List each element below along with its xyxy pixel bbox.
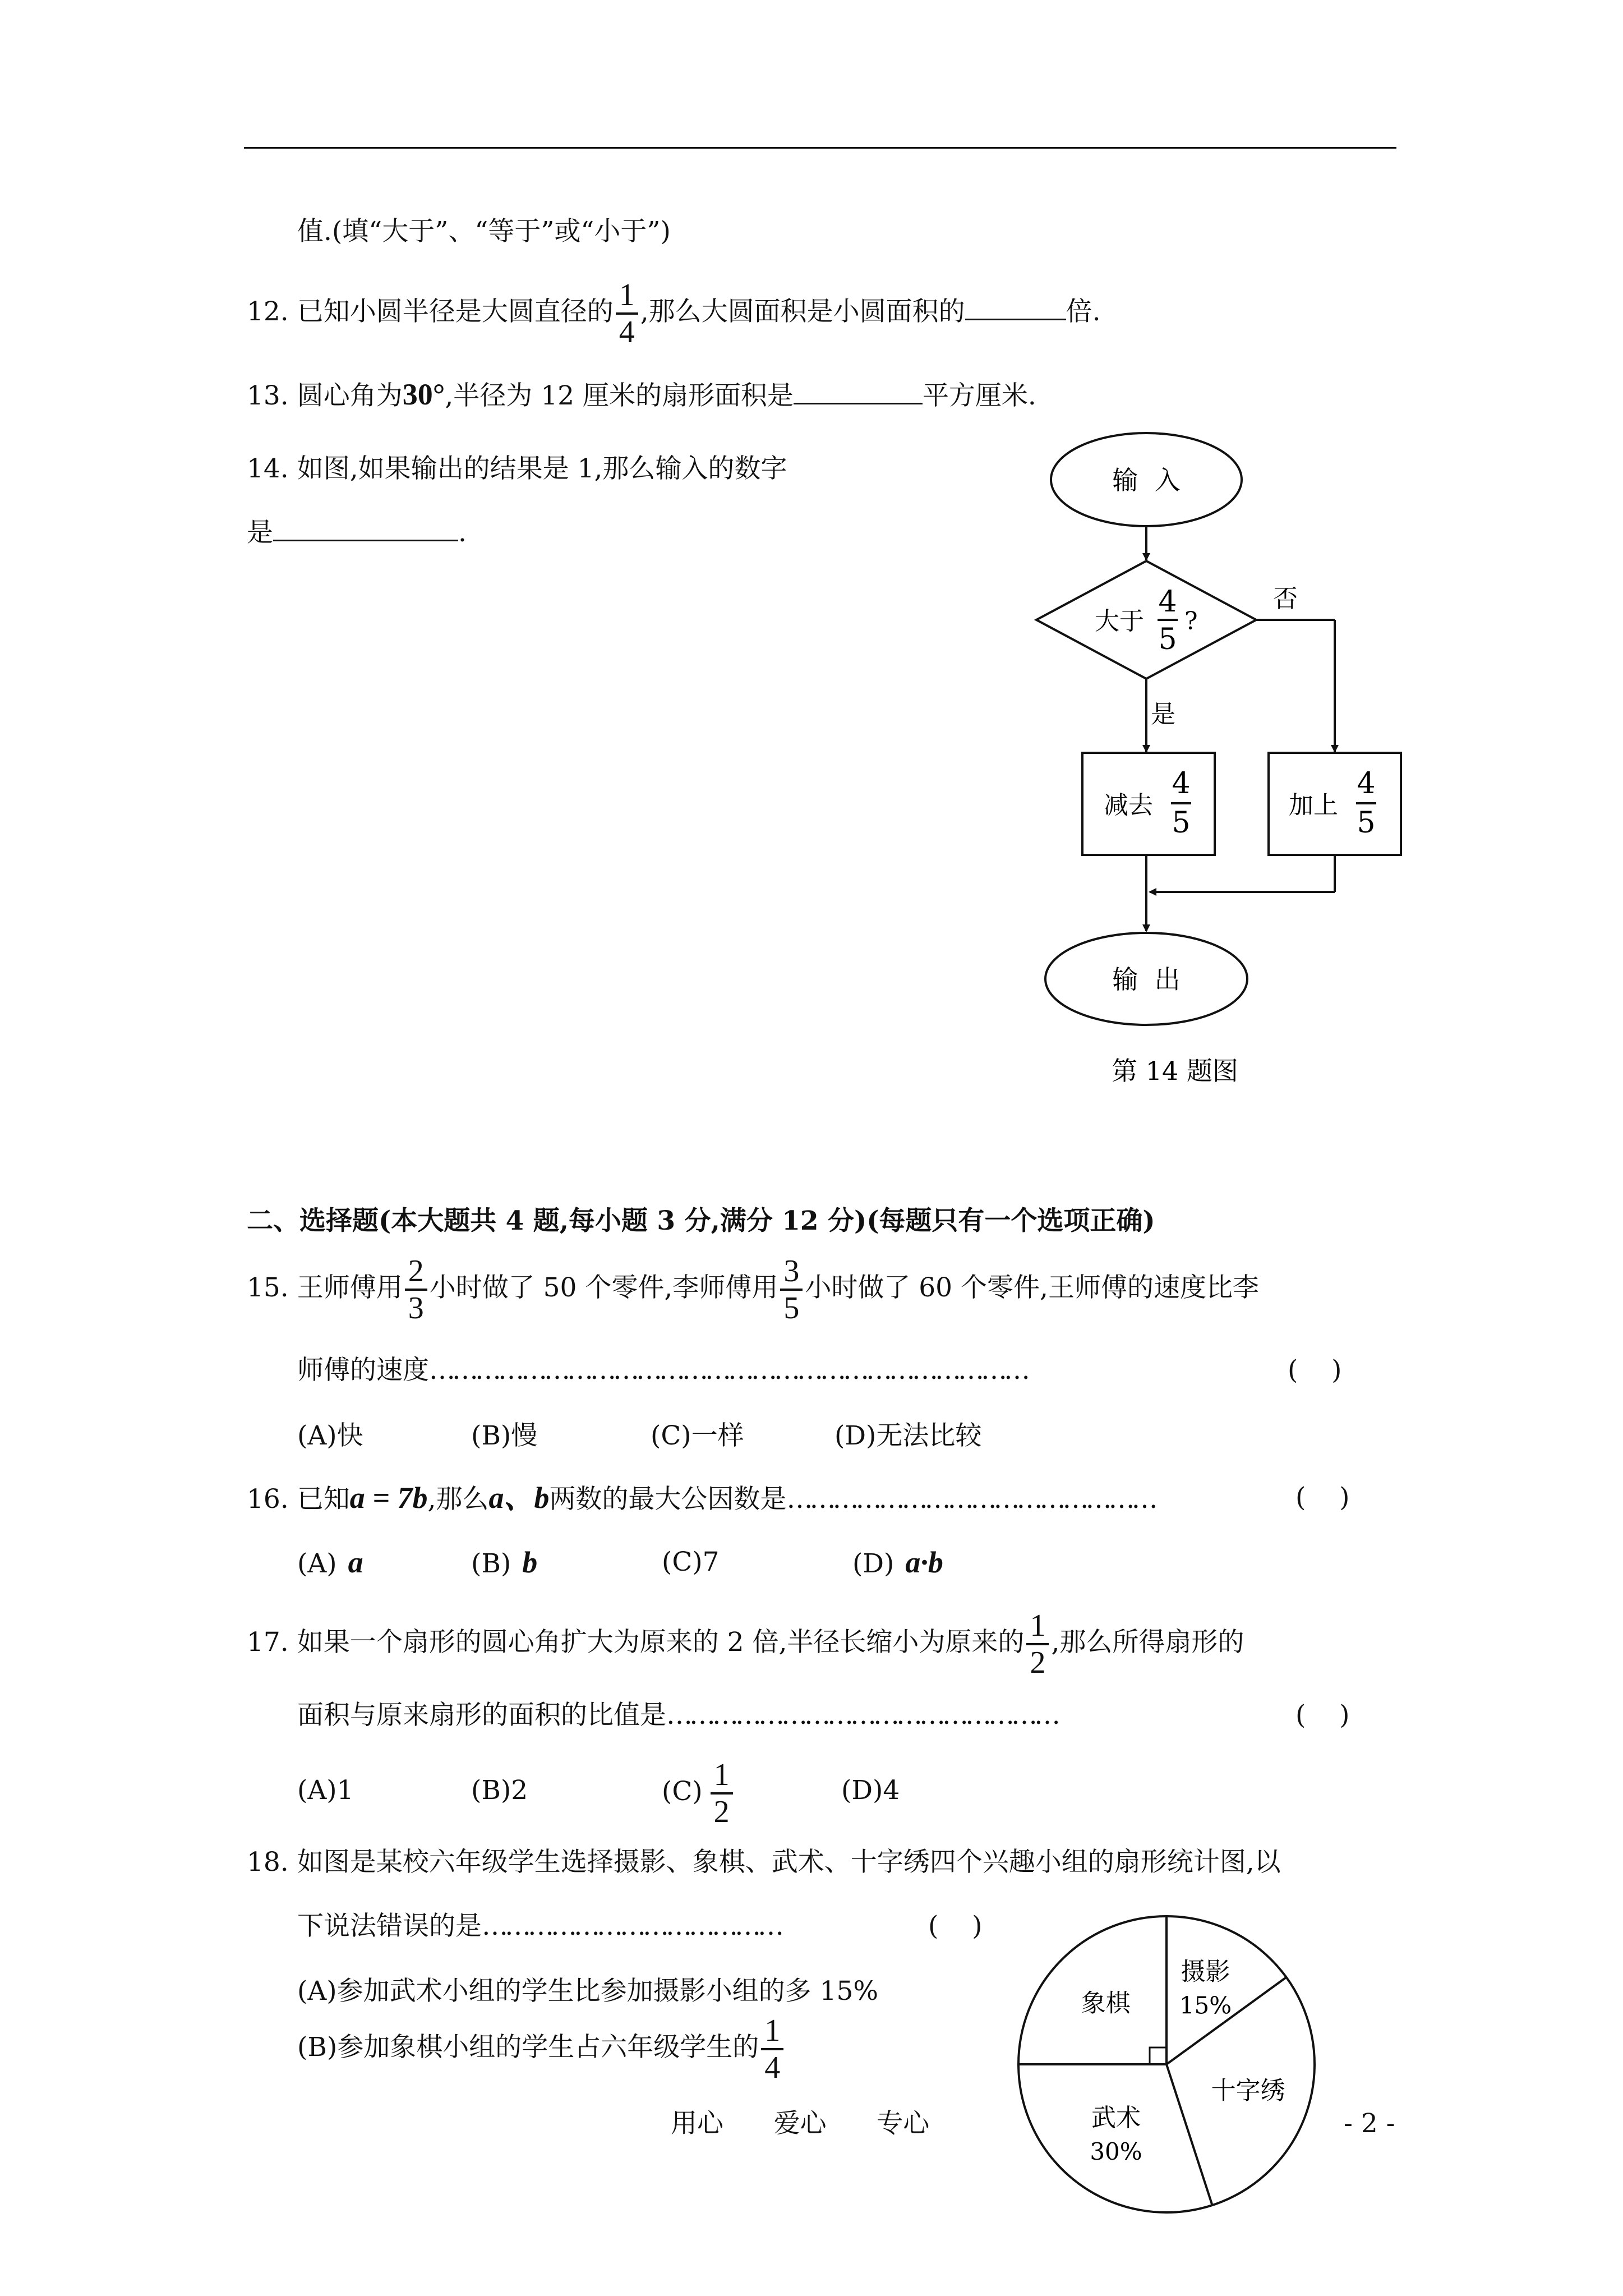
q13-number: 13. (247, 380, 289, 411)
pie-slice-label: 摄影 (1181, 1957, 1230, 1986)
question-17-line1: 17. 如果一个扇形的圆心角扩大为原来的 2 倍,半径长缩小为原来的 $\frac{1}{2}$ ,那么所得扇形的 (247, 1608, 1244, 1680)
svg-text:4: 4 (1357, 767, 1376, 800)
q18-paren: ( ) (928, 1911, 983, 1941)
page-number: - 2 - (1344, 2108, 1395, 2139)
question-17-line2: 面积与原来扇形的面积的比值是…………………………………………… (297, 1700, 1057, 1731)
q18-option-b[interactable]: (B)参加象棋小组的学生占六年级学生的 $\frac{1}{4}$ (297, 2008, 786, 2087)
q16-option-b[interactable]: (B) b (471, 1545, 538, 1579)
flow-decision-den: 5 (1158, 623, 1177, 656)
q13-answer-blank[interactable] (794, 378, 923, 404)
svg-text:4: 4 (1172, 767, 1191, 800)
flow-no-label: 否 (1273, 585, 1298, 613)
flowchart-q14 (1009, 426, 1436, 1099)
q12-text-post: ,那么大圆面积是小圆面积的 (640, 296, 965, 327)
q12-text-pre: 已知小圆半径是大圆直径的 (297, 296, 614, 327)
q16-option-a[interactable]: (A) a (297, 1545, 363, 1579)
q15-option-b[interactable]: (B)慢 (471, 1420, 538, 1451)
svg-text:减去: 减去 (1104, 791, 1153, 820)
q12-fraction: $\frac{1}{4}$ (616, 278, 638, 349)
question-14-line2: 是 . (247, 515, 467, 550)
question-13: 13. 圆心角为30°,半径为 12 厘米的扇形面积是 平方厘米. (247, 378, 1036, 411)
q13-angle: 30° (402, 378, 445, 411)
q15-option-d[interactable]: (D)无法比较 (834, 1420, 982, 1451)
section-2-heading: 二、选择题(本大题共 4 题,每小题 3 分,满分 12 分)(每题只有一个选项正确) (247, 1205, 1155, 1236)
q17-option-c[interactable]: (C) $\frac{1}{2}$ (662, 1752, 735, 1831)
q16-equation: a = 7b (349, 1481, 428, 1515)
question-15-line2: 师傅的速度…………………………………………………………………… (297, 1355, 1027, 1386)
footer-motto: 用心 爱心 专心 (671, 2108, 930, 2139)
q15-option-a[interactable]: (A)快 (297, 1420, 363, 1451)
flow-decision-post: ? (1184, 607, 1198, 636)
flow-caption: 第 14 题图 (1112, 1056, 1238, 1086)
q11-tail: 值.(填“大于”、“等于”或“小于”) (297, 216, 671, 247)
pie-slice-boundary (1166, 2064, 1212, 2205)
flow-input-label: 输 入 (1112, 465, 1181, 495)
q14-number: 14. (247, 453, 289, 484)
q12-answer-blank[interactable] (965, 294, 1066, 320)
q17-option-a[interactable]: (A)1 (297, 1775, 354, 1806)
flow-output-label: 输 出 (1112, 964, 1181, 995)
question-15-line1: 15. 王师傅用 $\frac{2}{3}$ 小时做了 50 个零件,李师傅用 $\frac{3}{5}$ 小时做了 60 个零件,王师傅的速度比李 (247, 1254, 1259, 1326)
pie-slice-label: 象棋 (1081, 1989, 1131, 2018)
right-angle-marker (1150, 2047, 1166, 2064)
question-18-line1: 18. 如图是某校六年级学生选择摄影、象棋、武术、十字绣四个兴趣小组的扇形统计图,以 (247, 1847, 1281, 1878)
flow-decision-node (1036, 561, 1256, 679)
q17-option-b[interactable]: (B)2 (471, 1775, 528, 1806)
pie-slice-label: 十字绣 (1211, 2076, 1285, 2105)
header-rule (244, 147, 1396, 149)
question-18-line2: 下说法错误的是………………………………… (297, 1911, 781, 1941)
q12-number: 12. (247, 296, 289, 327)
q15-fraction-2: $\frac{3}{5}$ (780, 1254, 803, 1326)
flow-decision-num: 4 (1158, 585, 1177, 619)
flow-yes-label: 是 (1151, 700, 1175, 729)
flow-decision-pre: 大于 (1095, 607, 1144, 636)
q16-option-c[interactable]: (C)7 (662, 1547, 720, 1577)
pie-slice-value: 30% (1090, 2137, 1142, 2165)
q17-option-d[interactable]: (D)4 (841, 1775, 900, 1806)
q16-option-d[interactable]: (D) a·b (852, 1545, 943, 1579)
question-14-line1: 14. 如图,如果输出的结果是 1,那么输入的数字 (247, 453, 787, 484)
q15-option-c[interactable]: (C)一样 (651, 1420, 744, 1451)
q16-vars: a、b (488, 1481, 550, 1515)
q17-paren: ( ) (1295, 1700, 1350, 1731)
svg-text:5: 5 (1172, 806, 1191, 840)
q16-paren: ( ) (1295, 1482, 1350, 1513)
q14-answer-blank[interactable] (273, 515, 458, 541)
q18-option-a[interactable]: (A)参加武术小组的学生比参加摄影小组的多 15% (297, 1976, 879, 2007)
pie-slice-label: 武术 (1091, 2103, 1141, 2132)
q15-paren: ( ) (1288, 1355, 1342, 1386)
question-16: 16. 已知a = 7b,那么a、b两数的最大公因数是………………………………………… (247, 1481, 1155, 1515)
pie-slice-value: 15% (1179, 1991, 1232, 2019)
svg-text:加上: 加上 (1289, 791, 1338, 820)
pie-slice-boundary (1166, 1977, 1287, 2064)
pie-chart-interest-groups (1009, 1907, 1324, 2221)
svg-text:5: 5 (1357, 806, 1376, 840)
question-12: 12. 已知小圆半径是大圆直径的 $\frac{1}{4}$ ,那么大圆面积是小圆面积的 倍. (247, 278, 1101, 349)
q17-fraction: $\frac{1}{2}$ (1026, 1608, 1049, 1680)
q15-fraction-1: $\frac{2}{3}$ (405, 1254, 427, 1326)
